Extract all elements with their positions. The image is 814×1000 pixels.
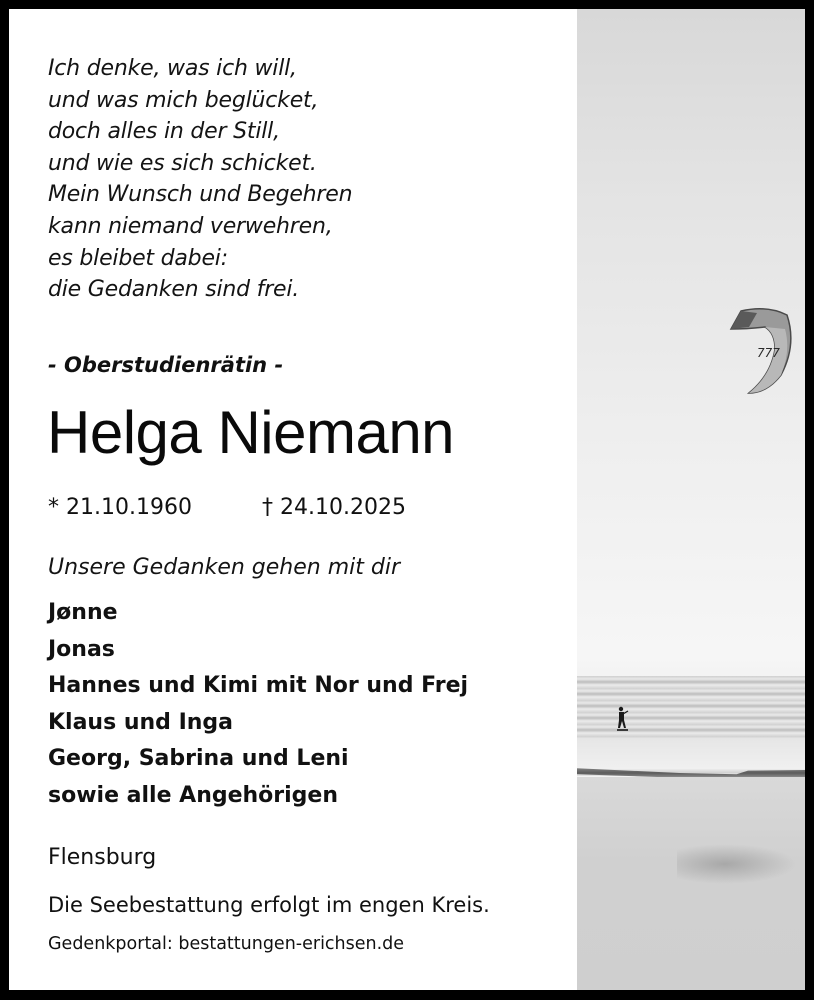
poem-line: die Gedanken sind frei. xyxy=(48,277,300,303)
beach-photo xyxy=(577,9,805,990)
location: Flensburg xyxy=(48,845,157,870)
poem-line: doch alles in der Still, xyxy=(48,119,280,145)
mourner: Jonas xyxy=(48,636,115,662)
mourner: Georg, Sabrina und Leni xyxy=(48,746,349,771)
memorial-portal-link[interactable]: Gedenkportal: bestattungen-erichsen.de xyxy=(48,934,405,954)
burial-notice: Die Seebestattung erfolgt im engen Kreis. xyxy=(48,893,490,917)
life-dates xyxy=(48,495,406,520)
poem-line: es bleibet dabei: xyxy=(48,245,228,271)
svg-text:777: 777 xyxy=(757,346,780,360)
text-panel xyxy=(9,9,577,990)
mourner: Klaus und Inga xyxy=(48,709,234,735)
dedication-line: Unsere Gedanken gehen mit dir xyxy=(48,555,400,580)
poem-line: Ich denke, was ich will, xyxy=(48,56,297,81)
obituary-card xyxy=(9,9,805,990)
deceased-name: Helga Niemann xyxy=(47,399,455,466)
poem xyxy=(48,53,352,306)
poem-line: Mein Wunsch und Begehren xyxy=(48,182,353,208)
mourner: Jønne xyxy=(48,600,118,625)
mourners-list xyxy=(48,595,468,814)
death-date: † 24.10.2025 xyxy=(262,495,406,520)
poem-line: und wie es sich schicket. xyxy=(48,150,317,176)
shoreline xyxy=(577,739,805,769)
dune-grass xyxy=(677,844,797,884)
mourner: Hannes und Kimi mit Nor und Frej xyxy=(48,673,469,698)
poem-line: kann niemand verwehren, xyxy=(48,213,333,239)
birth-date: * 21.10.1960 xyxy=(48,495,192,520)
deceased-role: - Oberstudienrätin - xyxy=(48,353,284,377)
kitesurfer-icon xyxy=(615,706,629,732)
poem-line: und was mich beglücket, xyxy=(48,87,319,113)
mourner: sowie alle Angehörigen xyxy=(48,782,339,808)
kite-icon xyxy=(727,305,795,397)
